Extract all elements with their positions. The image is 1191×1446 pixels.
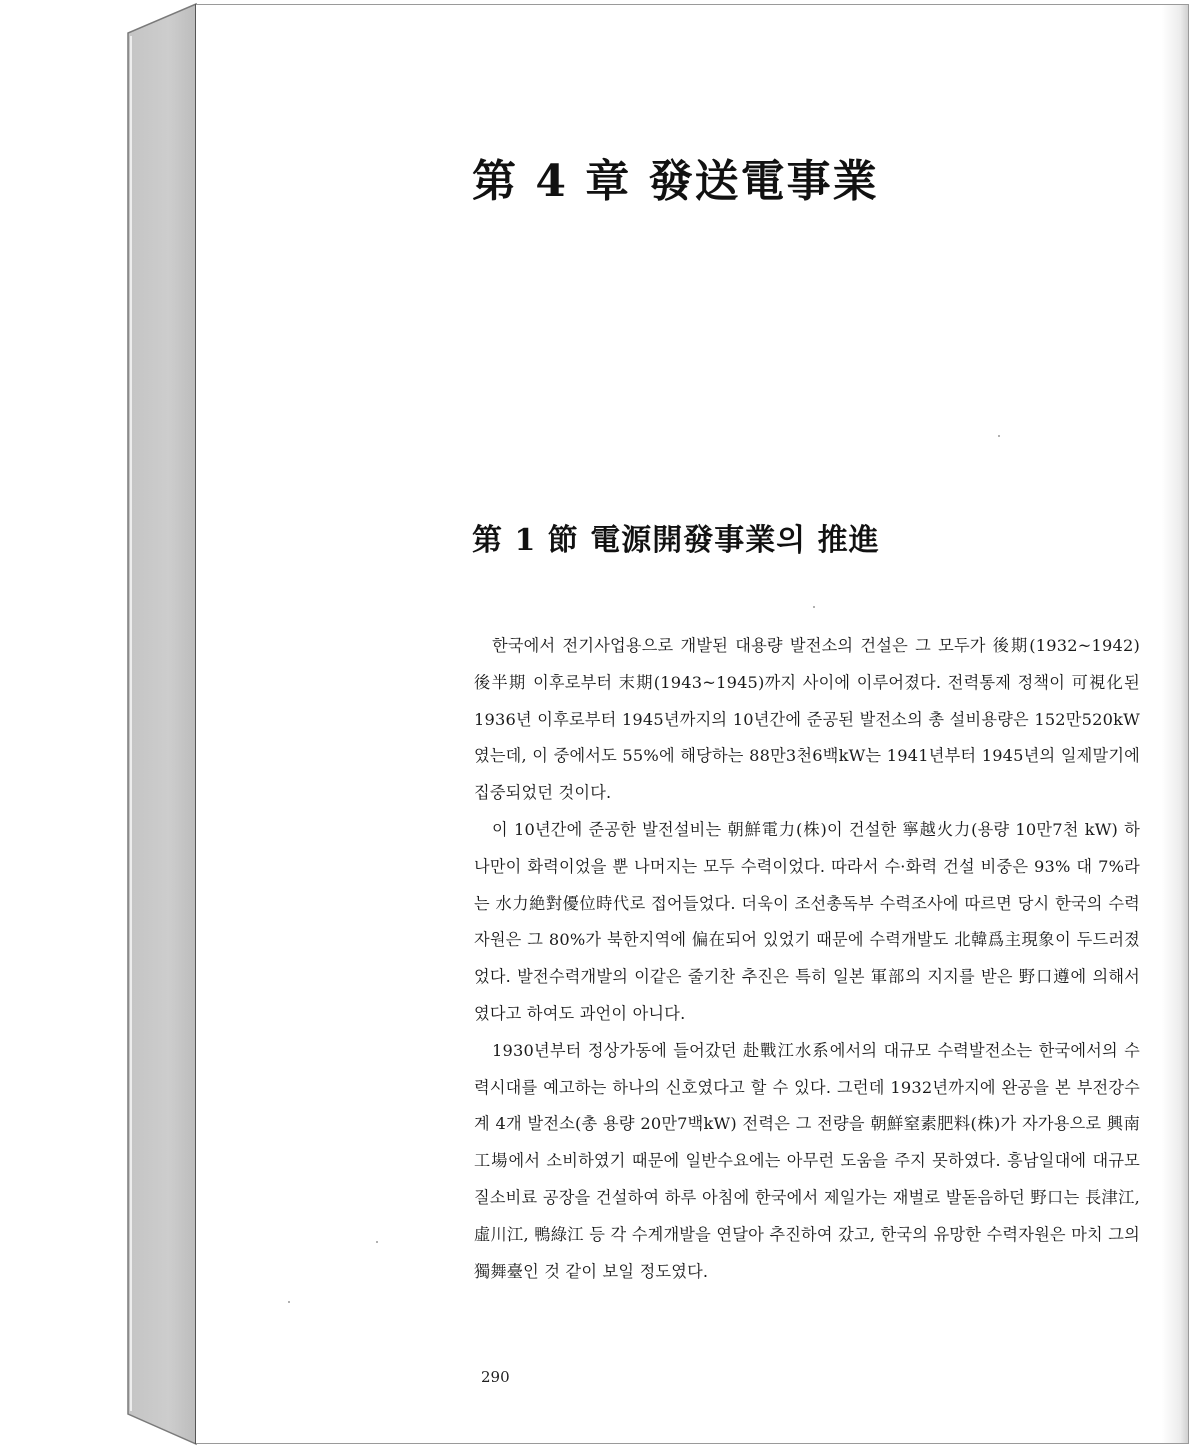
book-page <box>196 4 1189 1444</box>
paragraph: 1930년부터 정상가동에 들어갔던 赴戰江水系에서의 대규모 수력발전소는 한국에서의 수력시대를 예고하는 하나의 신호였다고 할 수 있다. 그런데 1932년까지에 완공을 본 부전강수계 4개 발전소(총 용량 20만7백kW) 전력은 그 전량을 朝鮮窒素肥料(株)가 자가용으로 興南工場에서 소비하였기 때문에 일반수요에는 아무런 도움을 주지 못하였다. 흥남일대에 대규모 질소비료 공장을 건설하여 하루 아침에 한국에서 제일가는 재벌로 발돋음하던 野口는 長津江, 虛川江, 鴨綠江 등 각 수계개발을 연달아 추진하여 갔고, 한국의 유망한 수력자원은 마치 그의 獨舞臺인 것 같이 보일 정도였다. <box>474 1040 1140 1281</box>
chapter-title: 第 4 章 發送電事業 <box>472 156 879 207</box>
scan-speck <box>288 1301 290 1303</box>
body-text <box>474 628 1140 1290</box>
section-title: 第 1 節 電源開發事業의 推進 <box>472 523 880 558</box>
scan-speck <box>998 435 1000 437</box>
book-spine <box>0 0 200 1446</box>
page-edge-shadow <box>1162 5 1188 1443</box>
paragraph: 이 10년간에 준공한 발전설비는 朝鮮電力(株)이 건설한 寧越火力(용량 10만7천 kW) 하나만이 화력이었을 뿐 나머지는 모두 수력이었다. 따라서 수·화력 건설 비중은 93% 대 7%라는 水力絶對優位時代로 접어들었다. 더욱이 조선총독부 수력조사에 따르면 당시 한국의 수력자원은 그 80%가 북한지역에 偏在되어 있었기 때문에 수력개발도 北韓爲主現象이 두드러졌었다. 발전수력개발의 이같은 줄기찬 추진은 특히 일본 軍部의 지지를 받은 野口遵에 의해서였다고 하여도 과언이 아니다. <box>474 819 1140 1023</box>
page-number: 290 <box>481 1368 510 1386</box>
paragraph: 한국에서 전기사업용으로 개발된 대용량 발전소의 건설은 그 모두가 後期(1932~1942) 後半期 이후로부터 末期(1943~1945)까지 사이에 이루어졌다. 전력통제 정책이 可視化된 1936년 이후로부터 1945년까지의 10년간에 준공된 발전소의 총 설비용량은 152만520kW였는데, 이 중에서도 55%에 해당하는 88만3천6백kW는 1941년부터 1945년의 일제말기에 집중되었던 것이다. <box>474 636 1140 803</box>
scan-speck <box>813 606 815 608</box>
scan-speck <box>376 1241 378 1243</box>
